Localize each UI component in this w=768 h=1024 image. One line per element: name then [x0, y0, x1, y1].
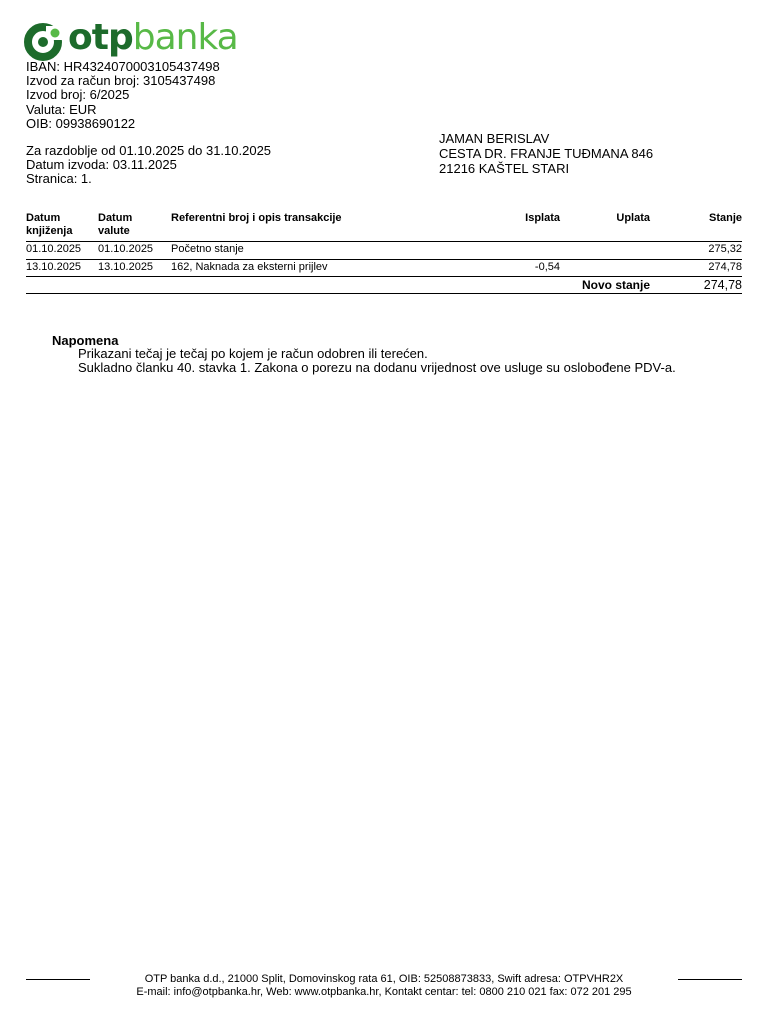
row-rule [26, 276, 742, 277]
header-rule [26, 241, 742, 242]
header-value-date-line2: valute [98, 225, 130, 237]
header-credit: Uplata [616, 212, 650, 224]
row-booking-date: 13.10.2025 [26, 261, 82, 273]
logo-mark-icon [24, 22, 64, 62]
header-booking-date-line2: knjiženja [26, 225, 73, 237]
recipient-address [439, 132, 653, 176]
note-title: Napomena [52, 333, 119, 348]
statement-period [26, 144, 271, 187]
iban: IBAN: HR4324070003105437498 [26, 59, 220, 74]
account-number: Izvod za račun broj: 3105437498 [26, 73, 216, 89]
header-description: Referentni broj i opis transakcije [171, 212, 342, 224]
row-value-date: 13.10.2025 [98, 261, 154, 273]
total-value: 274,78 [703, 278, 742, 292]
header-value-date-line1: Datum [98, 212, 133, 224]
logo-wordmark [68, 14, 238, 62]
row-debit: -0,54 [534, 261, 560, 273]
recipient-city: 21216 KAŠTEL STARI [439, 160, 570, 176]
note-line-2: Sukladno članku 40. stavka 1. Zakona o porezu na dodanu vrijednost ove usluge su oslobođene PDV-a. [78, 360, 676, 375]
statement-number: Izvod broj: 6/2025 [26, 87, 130, 103]
header-debit: Isplata [525, 212, 560, 224]
oib: OIB: 09938690122 [26, 115, 136, 131]
header-balance: Stanje [708, 212, 742, 224]
row-booking-date: 01.10.2025 [26, 243, 82, 255]
footer-line-2: E-mail: info@otpbanka.hr, Web: www.otpbanka.hr, Kontakt centar: tel: 0800 210 021 fax: 072 201 295 [136, 986, 632, 998]
header-booking-date-line1: Datum [26, 212, 61, 224]
row-balance: 275,32 [708, 243, 742, 255]
statement-date: Datum izvoda: 03.11.2025 [26, 157, 177, 173]
bank-logo [24, 17, 238, 62]
logo-otp: otp [68, 17, 133, 58]
footer-line-1: OTP banka d.d., 21000 Split, Domovinskog rata 61, OIB: 52508873833, Swift adresa: OTPVHR2X [144, 973, 624, 985]
row-value-date: 01.10.2025 [98, 243, 154, 255]
account-info [26, 60, 220, 131]
row-rule [26, 259, 742, 260]
header-booking-date [26, 212, 72, 238]
recipient-street: CESTA DR. FRANJE TUĐMANA 846 [439, 145, 654, 161]
recipient-name: JAMAN BERISLAV [439, 131, 550, 146]
page-number: Stranica: 1. [26, 171, 92, 187]
logo-banka: banka [132, 17, 238, 58]
total-rule [26, 293, 742, 294]
row-balance: 274,78 [708, 261, 742, 273]
row-description: 162, Naknada za eksterni prijlev [171, 261, 328, 273]
currency: Valuta: EUR [26, 101, 97, 117]
period-range: Za razdoblje od 01.10.2025 do 31.10.2025 [26, 143, 272, 158]
total-label: Novo stanje [581, 278, 650, 292]
note-line-1: Prikazani tečaj je tečaj po kojem je račun odobren ili terećen. [78, 346, 428, 361]
row-description: Početno stanje [171, 243, 244, 255]
header-value-date [98, 212, 132, 238]
